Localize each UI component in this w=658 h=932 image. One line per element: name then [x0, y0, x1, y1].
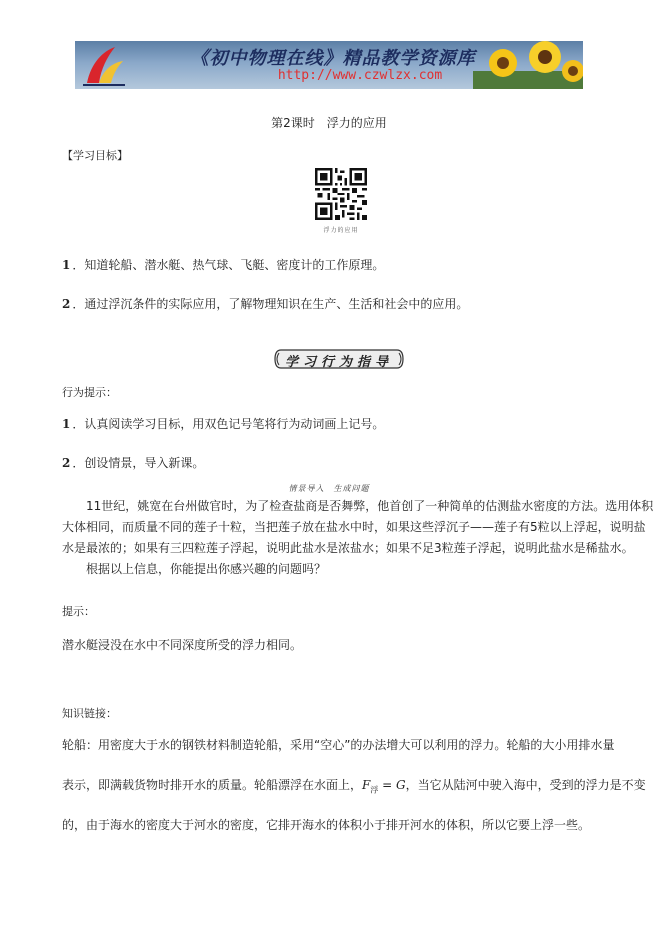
story-line: 水是最浓的；如果有三四粒莲子浮起，说明此盐水是浓盐水；如果不足3粒莲子浮起，说明此盐水是稀盐水。	[62, 541, 634, 555]
hint-label: 提示：	[62, 605, 95, 618]
guide-banner-text: 学习行为指导	[284, 355, 393, 370]
banner-title: 《初中物理在线》精品教学资源库	[190, 48, 476, 69]
banner-url[interactable]: http://www.czwlzx.com	[277, 68, 443, 83]
behavior-item-2: 2 ．创设情景，导入新课。	[62, 456, 205, 470]
knowledge-line: 表示，即满载货物时排开水的质量。轮船漂浮在水面上，$F_浮 = G$，当它从陆河中驶入海中，受到的浮力是不变	[62, 778, 646, 795]
guide-banner	[273, 347, 405, 371]
site-logo-icon	[81, 43, 129, 87]
question-text: 根据以上信息，你能提出你感兴趣的问题吗？	[86, 562, 327, 576]
story-line: 11世纪，姚宽在台州做官时，为了检查盐商是否舞弊，他首创了一种简单的估测盐水密度的方法。选用体积	[86, 499, 654, 513]
story-line: 大体相同，而质量不同的莲子十粒，当把莲子放在盐水中时，如果这些浮沉子——莲子有5粒以上浮起，说明盐	[62, 520, 646, 534]
page-title: 第2课时 浮力的应用	[271, 116, 387, 130]
knowledge-label: 知识链接：	[62, 707, 117, 720]
goal-item-1: 1 ．知道轮船、潜水艇、热气球、飞艇、密度计的工作原理。	[62, 258, 385, 272]
story-paragraph	[62, 496, 654, 580]
intro-title: 情景导入 生成问题	[288, 484, 370, 493]
hint-text: 潜水艇浸没在水中不同深度所受的浮力相同。	[62, 638, 303, 652]
qr-code-icon	[315, 168, 367, 220]
behavior-item-1: 1 ．认真阅读学习目标，用双色记号笔将行为动词画上记号。	[62, 417, 385, 431]
header-banner	[75, 41, 583, 89]
buoyancy-formula: $F_浮 = G$	[362, 778, 406, 795]
knowledge-line: 轮船：用密度大于水的钢铁材料制造轮船，采用“空心”的办法增大可以利用的浮力。轮船的大小用排水量	[62, 738, 615, 752]
goal-item-2: 2 ．通过浮沉条件的实际应用，了解物理知识在生产、生活和社会中的应用。	[62, 297, 469, 311]
knowledge-line: 的，由于海水的密度大于河水的密度，它排开海水的体积小于排开河水的体积，所以它要上浮一些。	[62, 818, 591, 832]
behavior-heading: 行为提示：	[62, 386, 117, 399]
goals-heading: 【学习目标】	[62, 149, 128, 162]
qr-caption: 浮力的应用	[323, 227, 359, 234]
sunflower-icon	[473, 41, 583, 89]
